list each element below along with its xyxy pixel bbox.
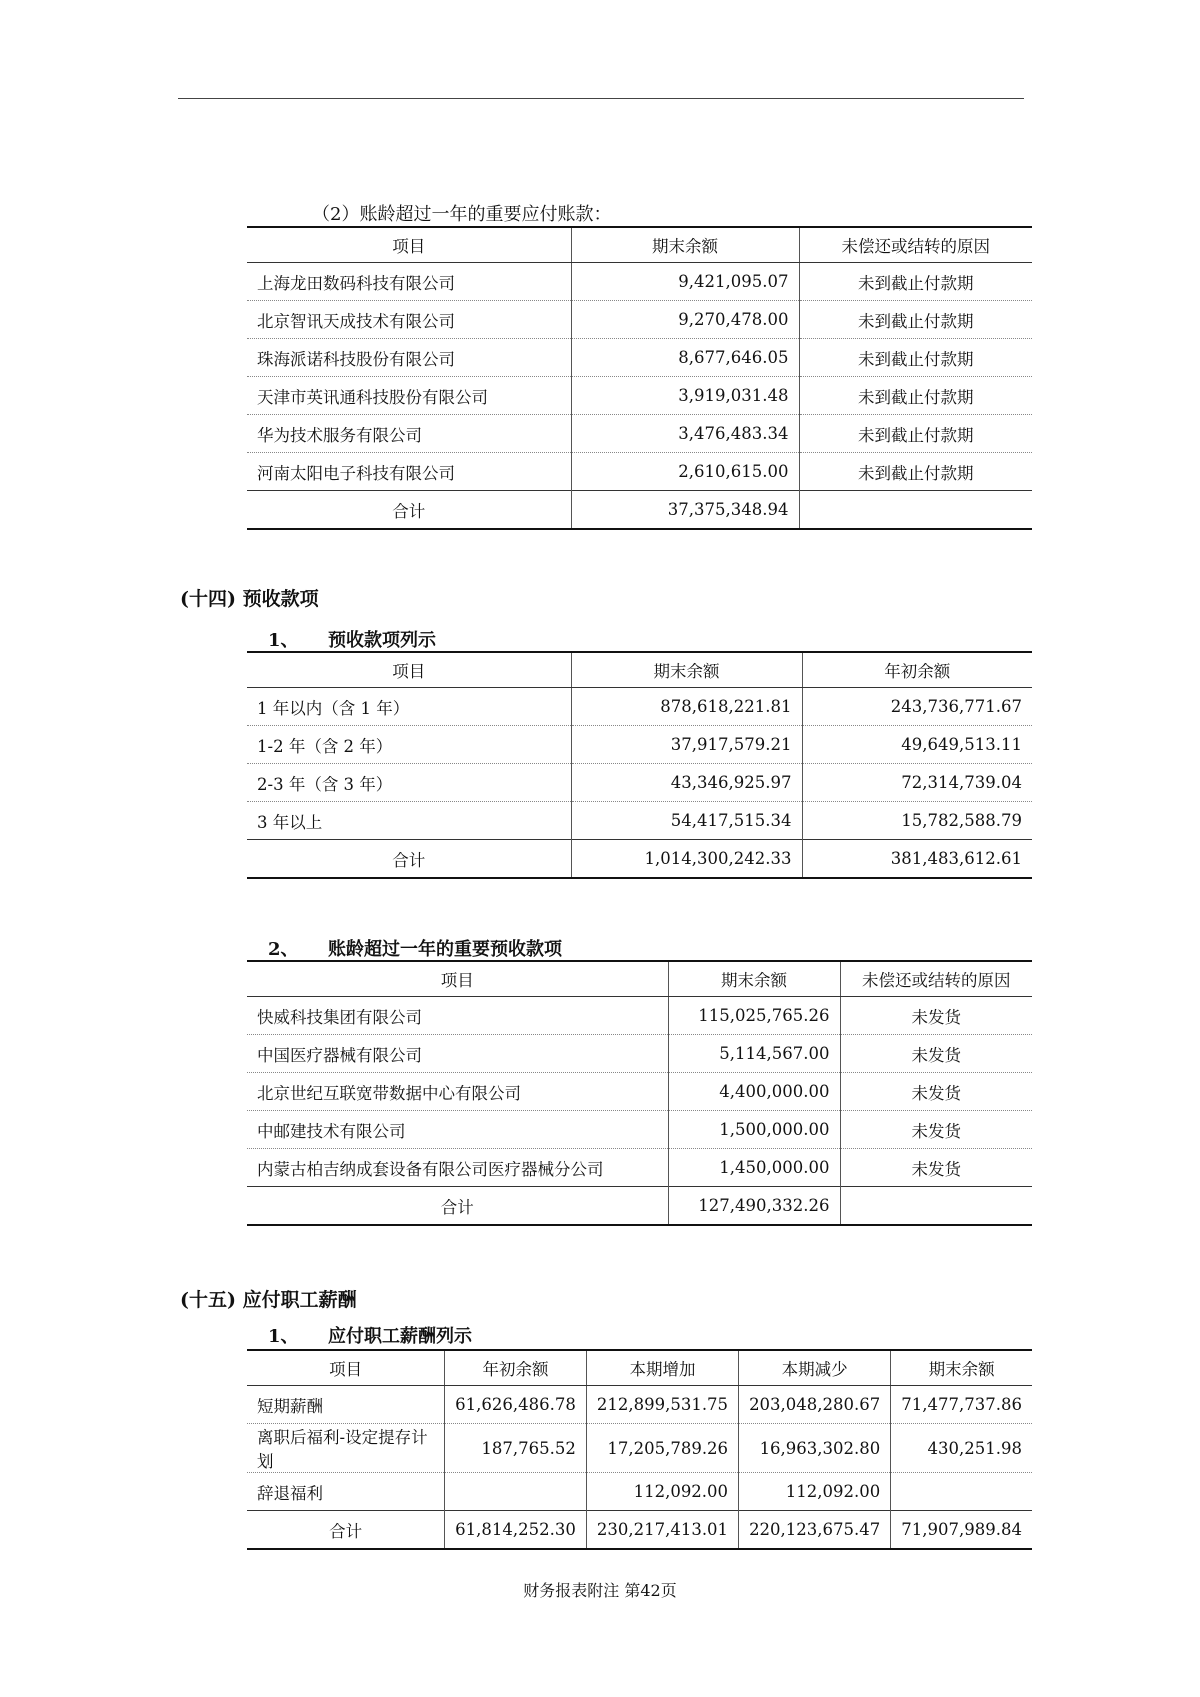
section-14-sub1-title bbox=[268, 626, 436, 652]
cell-amount: 61,814,252.30 bbox=[445, 1511, 587, 1550]
table-row bbox=[247, 764, 1032, 802]
advance-receipts-table bbox=[247, 651, 1032, 879]
cell-amount: 5,114,567.00 bbox=[668, 1035, 840, 1073]
cell-item: 中邮建技术有限公司 bbox=[247, 1111, 668, 1149]
table-row bbox=[247, 1073, 1032, 1111]
advance-receipts-table-block bbox=[247, 651, 1032, 879]
total-row bbox=[247, 491, 1032, 530]
cell-reason: 未到截止付款期 bbox=[799, 415, 1032, 453]
table-row bbox=[247, 726, 1032, 764]
cell-item: 辞退福利 bbox=[247, 1473, 445, 1511]
cell-amount: 71,477,737.86 bbox=[891, 1386, 1032, 1424]
cell-item: 合计 bbox=[247, 1511, 445, 1550]
cell-amount: 1,500,000.00 bbox=[668, 1111, 840, 1149]
cell-amount: 72,314,739.04 bbox=[802, 764, 1032, 802]
cell-amount: 127,490,332.26 bbox=[668, 1187, 840, 1226]
cell-reason: 未发货 bbox=[840, 1111, 1032, 1149]
section-15-title: (十五) 应付职工薪酬 bbox=[180, 1289, 357, 1311]
table-row bbox=[247, 997, 1032, 1035]
cell-item: 内蒙古柏吉纳成套设备有限公司医疗器械分公司 bbox=[247, 1149, 668, 1187]
col-header: 年初余额 bbox=[445, 1350, 587, 1386]
table-row bbox=[247, 1473, 1032, 1511]
payroll-table-block bbox=[247, 1349, 1032, 1550]
section-14-sub2-title bbox=[268, 935, 562, 961]
header-rule bbox=[178, 98, 1024, 99]
sub-title-text: 预收款项列示 bbox=[328, 630, 436, 651]
cell-item: 1-2 年（含 2 年） bbox=[247, 726, 571, 764]
cell-amount: 9,270,478.00 bbox=[571, 301, 799, 339]
total-row bbox=[247, 1187, 1032, 1226]
col-header: 项目 bbox=[247, 227, 571, 263]
cell-item: 快威科技集团有限公司 bbox=[257, 1007, 422, 1027]
col-header: 本期减少 bbox=[739, 1350, 891, 1386]
cell-item: 短期薪酬 bbox=[257, 1396, 323, 1416]
table-row bbox=[247, 263, 1032, 301]
section-15-sub1-title bbox=[268, 1322, 472, 1348]
table-row bbox=[247, 301, 1032, 339]
table-row bbox=[247, 415, 1032, 453]
cell-reason: 未到截止付款期 bbox=[799, 301, 1032, 339]
payroll-table bbox=[247, 1349, 1032, 1550]
cell-item: 河南太阳电子科技有限公司 bbox=[247, 453, 571, 491]
cell-reason: 未发货 bbox=[840, 1035, 1032, 1073]
cell-item: 合计 bbox=[247, 491, 571, 530]
col-header: 项目 bbox=[247, 1350, 445, 1386]
cell-reason: 未到截止付款期 bbox=[799, 453, 1032, 491]
cell-amount: 203,048,280.67 bbox=[739, 1386, 891, 1424]
col-header: 项目 bbox=[247, 961, 668, 997]
cell-amount: 230,217,413.01 bbox=[586, 1511, 738, 1550]
cell-reason: 未到截止付款期 bbox=[799, 263, 1032, 301]
cell-amount: 37,917,579.21 bbox=[571, 726, 802, 764]
cell-amount: 54,417,515.34 bbox=[571, 802, 802, 840]
table-row bbox=[247, 1386, 1032, 1424]
cell-amount bbox=[891, 1473, 1032, 1511]
cell-amount: 2,610,615.00 bbox=[571, 453, 799, 491]
col-header: 项目 bbox=[247, 652, 571, 688]
cell-amount: 187,765.52 bbox=[445, 1424, 587, 1473]
cell-amount: 9,421,095.07 bbox=[571, 263, 799, 301]
cell-item: 上海龙田数码科技有限公司 bbox=[257, 273, 455, 293]
cell-item: 2-3 年（含 3 年） bbox=[247, 764, 571, 802]
cell-item: 天津市英讯通科技股份有限公司 bbox=[247, 377, 571, 415]
cell-amount: 3,476,483.34 bbox=[571, 415, 799, 453]
cell-amount: 3,919,031.48 bbox=[571, 377, 799, 415]
col-header: 年初余额 bbox=[802, 652, 1032, 688]
cell-reason bbox=[840, 1187, 1032, 1226]
cell-item: 1 年以内（含 1 年） bbox=[257, 698, 410, 718]
cell-amount: 16,963,302.80 bbox=[739, 1424, 891, 1473]
cell-amount: 112,092.00 bbox=[739, 1473, 891, 1511]
section-14-title: (十四) 预收款项 bbox=[180, 588, 319, 610]
cell-item: 离职后福利-设定提存计划 bbox=[247, 1424, 445, 1473]
cell-amount bbox=[445, 1473, 587, 1511]
cell-amount: 1,014,300,242.33 bbox=[571, 840, 802, 879]
cell-item: 合计 bbox=[247, 840, 571, 879]
cell-amount: 15,782,588.79 bbox=[802, 802, 1032, 840]
cell-reason: 未到截止付款期 bbox=[799, 377, 1032, 415]
table-row bbox=[247, 688, 1032, 726]
col-header: 未偿还或结转的原因 bbox=[840, 961, 1032, 997]
sub-number: 2、 bbox=[268, 939, 299, 960]
cell-item: 珠海派诺科技股份有限公司 bbox=[247, 339, 571, 377]
payables-caption: （2）账龄超过一年的重要应付账款： bbox=[312, 204, 612, 225]
sub-title-text: 应付职工薪酬列示 bbox=[328, 1326, 472, 1347]
table-row bbox=[247, 802, 1032, 840]
table-row bbox=[247, 339, 1032, 377]
sub-title-text: 账龄超过一年的重要预收款项 bbox=[328, 939, 562, 960]
col-header: 本期增加 bbox=[586, 1350, 738, 1386]
col-header: 期末余额 bbox=[571, 652, 802, 688]
total-row bbox=[247, 1511, 1032, 1550]
payables-table-block bbox=[247, 226, 1032, 530]
col-header: 未偿还或结转的原因 bbox=[799, 227, 1032, 263]
cell-reason bbox=[799, 491, 1032, 530]
cell-amount: 37,375,348.94 bbox=[571, 491, 799, 530]
table-row bbox=[247, 1111, 1032, 1149]
cell-reason: 未发货 bbox=[840, 1149, 1032, 1187]
table-row bbox=[247, 1424, 1032, 1473]
sub-number: 1、 bbox=[268, 630, 299, 651]
payables-table bbox=[247, 226, 1032, 530]
cell-amount: 49,649,513.11 bbox=[802, 726, 1032, 764]
advance-over-one-year-table bbox=[247, 960, 1032, 1226]
cell-amount: 61,626,486.78 bbox=[445, 1386, 587, 1424]
cell-amount: 4,400,000.00 bbox=[668, 1073, 840, 1111]
cell-amount: 43,346,925.97 bbox=[571, 764, 802, 802]
advance-over-one-year-table-block bbox=[247, 960, 1032, 1226]
cell-item: 3 年以上 bbox=[247, 802, 571, 840]
cell-item: 北京智讯天成技术有限公司 bbox=[247, 301, 571, 339]
cell-amount: 115,025,765.26 bbox=[668, 997, 840, 1035]
cell-item: 合计 bbox=[247, 1187, 668, 1226]
page-footer: 财务报表附注 第42页 bbox=[523, 1581, 677, 1600]
cell-amount: 381,483,612.61 bbox=[802, 840, 1032, 879]
cell-amount: 112,092.00 bbox=[586, 1473, 738, 1511]
cell-item: 华为技术服务有限公司 bbox=[247, 415, 571, 453]
col-header: 期末余额 bbox=[571, 227, 799, 263]
cell-amount: 71,907,989.84 bbox=[891, 1511, 1032, 1550]
cell-reason: 未到截止付款期 bbox=[799, 339, 1032, 377]
cell-amount: 878,618,221.81 bbox=[571, 688, 802, 726]
table-row bbox=[247, 1035, 1032, 1073]
cell-amount: 430,251.98 bbox=[891, 1424, 1032, 1473]
cell-amount: 17,205,789.26 bbox=[586, 1424, 738, 1473]
col-header: 期末余额 bbox=[891, 1350, 1032, 1386]
col-header: 期末余额 bbox=[668, 961, 840, 997]
cell-item: 中国医疗器械有限公司 bbox=[247, 1035, 668, 1073]
table-row bbox=[247, 453, 1032, 491]
cell-amount: 243,736,771.67 bbox=[802, 688, 1032, 726]
cell-amount: 8,677,646.05 bbox=[571, 339, 799, 377]
sub-number: 1、 bbox=[268, 1326, 299, 1347]
cell-reason: 未发货 bbox=[840, 1073, 1032, 1111]
cell-amount: 220,123,675.47 bbox=[739, 1511, 891, 1550]
cell-amount: 212,899,531.75 bbox=[586, 1386, 738, 1424]
table-row bbox=[247, 1149, 1032, 1187]
cell-reason: 未发货 bbox=[840, 997, 1032, 1035]
cell-amount: 1,450,000.00 bbox=[668, 1149, 840, 1187]
total-row bbox=[247, 840, 1032, 879]
cell-item: 北京世纪互联宽带数据中心有限公司 bbox=[247, 1073, 668, 1111]
table-row bbox=[247, 377, 1032, 415]
